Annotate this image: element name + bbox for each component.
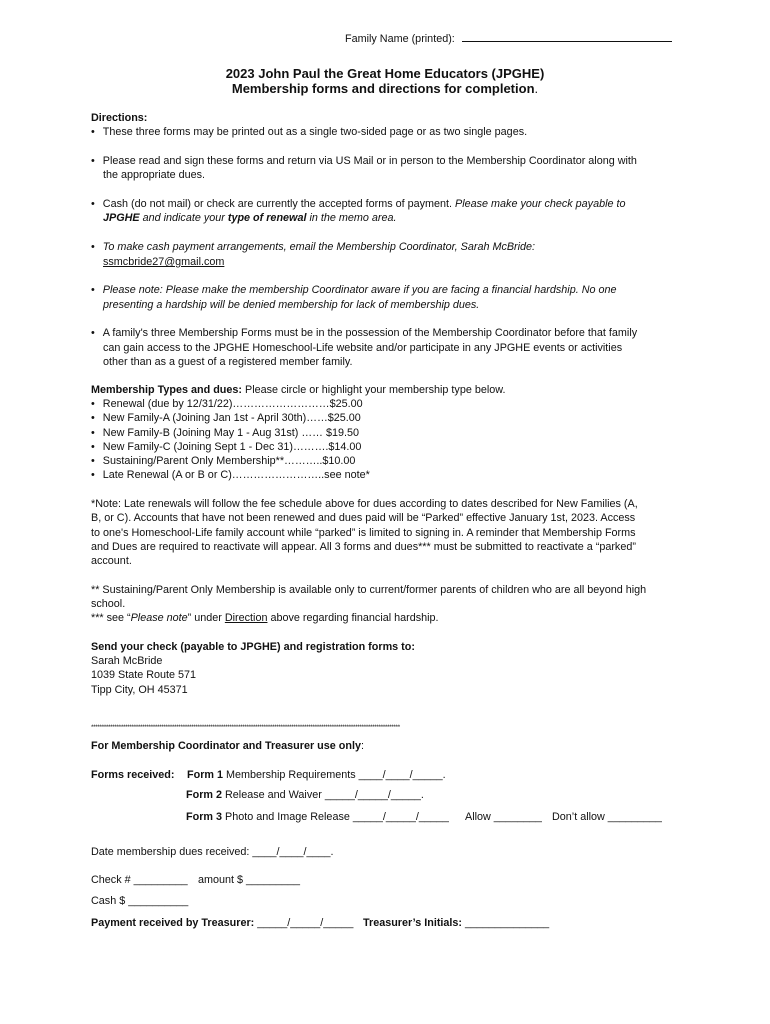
direction-item-3-line-2-end: in the memo area.: [306, 212, 397, 224]
bullet: •: [91, 126, 95, 138]
allow-field[interactable]: Allow ________: [465, 811, 542, 823]
direction-item-3-line-2: [103, 212, 396, 224]
sustaining-note-line-1: ** Sustaining/Parent Only Membership is available only to current/former parents of children who are all beyond high: [91, 584, 647, 596]
membership-heading-rest: Please circle or highlight your membership type below.: [242, 384, 506, 396]
membership-type-label: Late Renewal (A or B or C)……………………..see note*: [102, 469, 370, 481]
bullet: •: [91, 327, 95, 339]
direction-link: Direction: [224, 612, 268, 624]
bullet: •: [91, 241, 95, 253]
direction-item-1: [91, 126, 527, 138]
office-use-heading-end: :: [360, 740, 364, 752]
membership-type-label: New Family-A (Joining Jan 1st - April 30th)……$25.00: [102, 412, 361, 424]
treasurer-initials-row[interactable]: [363, 917, 549, 929]
membership-type-label: New Family-C (Joining Sept 1 - Dec 31)……….$14.00: [102, 441, 362, 453]
amount-field[interactable]: amount $ _________: [198, 874, 301, 886]
late-renewal-note-line-4: and Dues are required to reactivate will appear. All 3 forms and dues*** must be submitted to reactivate a “parked”: [91, 541, 636, 553]
office-use-heading-text: For Membership Coordinator and Treasurer use only: [91, 740, 361, 752]
direction-item-3: [91, 198, 626, 210]
form-3-row[interactable]: [186, 811, 449, 823]
membership-type-label: Renewal (due by 12/31/22)………………………$25.00: [102, 398, 363, 410]
direction-item-2-line-1: Please read and sign these forms and return via US Mail or in person to the Membership Coordinator along with: [102, 155, 637, 167]
bullet: •: [91, 398, 95, 410]
late-renewal-note-line-3: to one's Homeschool-Life family account while “parked” is limited to signing in. A reminder that Membership Forms: [91, 527, 636, 539]
dont-allow-field[interactable]: Don’t allow _________: [552, 811, 662, 823]
office-use-heading: [91, 740, 364, 752]
form-1-text: Membership Requirements ____/____/_____.: [223, 769, 446, 781]
membership-heading-bold: Membership Types and dues:: [91, 384, 242, 396]
family-name-field[interactable]: [462, 32, 672, 42]
payment-received-label: Payment received by Treasurer:: [91, 917, 255, 929]
membership-type-renewal[interactable]: [91, 398, 363, 410]
membership-type-late-renewal[interactable]: [91, 469, 370, 481]
direction-item-5: [91, 284, 617, 296]
membership-type-new-family-b[interactable]: [91, 427, 359, 439]
send-city: Tipp City, OH 45371: [91, 684, 188, 696]
direction-item-1-line: These three forms may be printed out as a single two-sided page or as two single pages.: [102, 126, 528, 138]
form-1-label: Form 1: [187, 769, 223, 781]
membership-type-new-family-c[interactable]: [91, 441, 361, 453]
form-2-row[interactable]: [186, 789, 424, 801]
see-note-b: Please note: [130, 612, 188, 624]
check-number-field[interactable]: Check # _________: [91, 874, 188, 886]
bullet: •: [91, 455, 95, 467]
late-renewal-note-line-2: B, or C). Accounts that have not been renewed and dues paid will be “Parked” effective January 1st, 2023. Access: [91, 512, 636, 524]
payment-received-blank: _____/_____/_____: [254, 917, 354, 929]
title-line-2-end: .: [534, 81, 539, 96]
bullet: •: [91, 412, 95, 424]
membership-type-sustaining[interactable]: [91, 455, 355, 467]
directions-heading: Directions:: [91, 112, 148, 124]
coordinator-email-link[interactable]: ssmcbride27@gmail.com: [103, 256, 225, 268]
see-note-e: above regarding financial hardship.: [267, 612, 439, 624]
direction-item-3-line-1-italic: Please make your check payable to: [455, 198, 626, 210]
bullet: •: [91, 284, 95, 296]
form-3-text: Photo and Image Release _____/_____/_____: [222, 811, 449, 823]
see-note-c: ” under: [187, 612, 225, 624]
bullet: •: [91, 155, 95, 167]
bullet: •: [91, 469, 95, 481]
bullet: •: [91, 427, 95, 439]
form-2-text: Release and Waiver _____/_____/_____.: [222, 789, 424, 801]
direction-item-4-line-1: To make cash payment arrangements, email the Membership Coordinator, Sarah McBride:: [102, 241, 536, 253]
form-2-label: Form 2: [186, 789, 222, 801]
membership-type-new-family-a[interactable]: [91, 412, 361, 424]
membership-type-label: New Family-B (Joining May 1 - Aug 31st) …… $19.50: [102, 427, 360, 439]
type-of-renewal: type of renewal: [227, 212, 307, 224]
direction-item-3-line-2-text: and indicate your: [139, 212, 228, 224]
forms-received-label: Forms received:: [91, 769, 175, 781]
direction-item-2-line-2: the appropriate dues.: [103, 169, 206, 181]
direction-item-3-line-1-plain: Cash (do not mail) or check are currently the accepted forms of payment.: [102, 198, 456, 210]
family-name-row: [345, 32, 672, 45]
date-dues-received[interactable]: Date membership dues received: ____/____/____.: [91, 846, 334, 858]
document-title: [0, 66, 770, 81]
separator-line: *************************************************************************************************************************************************: [91, 724, 400, 731]
membership-type-label: Sustaining/Parent Only Membership**………..$10.00: [102, 455, 356, 467]
send-heading: Send your check (payable to JPGHE) and registration forms to:: [91, 641, 415, 653]
send-name: Sarah McBride: [91, 655, 163, 667]
direction-item-6: [91, 327, 637, 339]
direction-item-6-line-2: can gain access to the JPGHE Homeschool-Life website and/or participate in any JPGHE events or activities: [103, 342, 623, 354]
payee-jpghe: JPGHE: [103, 212, 140, 224]
title-line-1: 2023 John Paul the Great Home Educators (JPGHE): [225, 66, 545, 81]
late-renewal-note-line-1: *Note: Late renewals will follow the fee schedule above for dues according to dates described for New Families (A,: [91, 498, 638, 510]
direction-item-5-line-1: Please note: Please make the membership Coordinator aware if you are facing a financial hardship. No one: [102, 284, 617, 296]
bullet: •: [91, 441, 95, 453]
direction-item-6-line-3: other than as a guest of a registered member family.: [103, 356, 353, 368]
document-subtitle: [0, 81, 770, 96]
direction-item-5-line-2: presenting a hardship will be denied membership for lack of membership dues.: [103, 299, 480, 311]
form-3-label: Form 3: [186, 811, 222, 823]
title-line-2: Membership forms and directions for completion: [231, 81, 535, 96]
form-1-row[interactable]: [187, 769, 446, 781]
direction-item-2: [91, 155, 637, 167]
sustaining-note-line-3: [91, 612, 439, 624]
bullet: •: [91, 198, 95, 210]
late-renewal-note-line-5: account.: [91, 555, 132, 567]
treasurer-initials-blank: ______________: [462, 917, 550, 929]
direction-item-4: [91, 241, 535, 253]
sustaining-note-line-2: school.: [91, 598, 126, 610]
membership-heading: [91, 384, 505, 396]
treasurer-initials-label: Treasurer’s Initials:: [363, 917, 463, 929]
send-street: 1039 State Route 571: [91, 669, 197, 681]
direction-item-6-line-1: A family's three Membership Forms must be in the possession of the Membership Coordinator before that family: [102, 327, 638, 339]
payment-received-row[interactable]: [91, 917, 353, 929]
cash-field[interactable]: Cash $ __________: [91, 895, 189, 907]
family-name-label: Family Name (printed):: [345, 33, 455, 45]
see-note-a: *** see “: [91, 612, 131, 624]
